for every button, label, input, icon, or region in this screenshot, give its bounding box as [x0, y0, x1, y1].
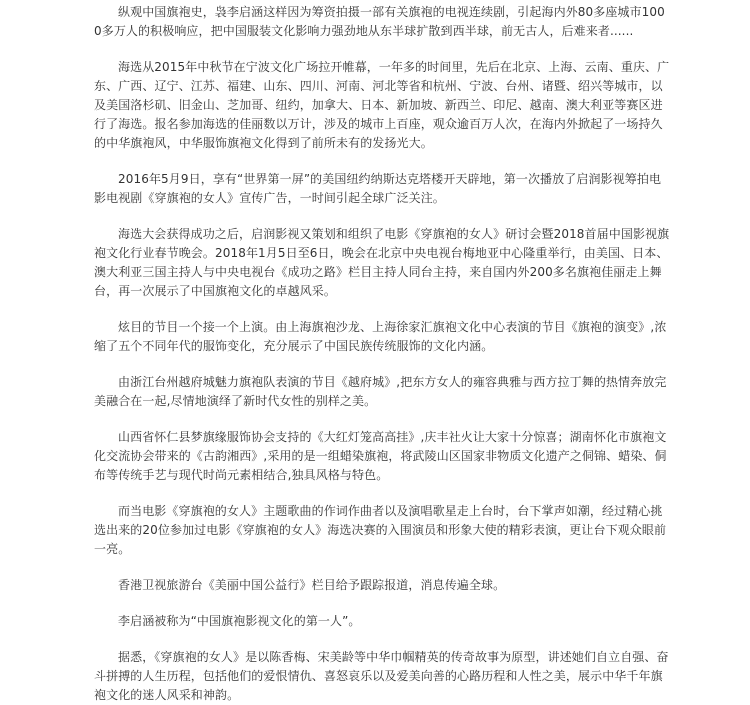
article-paragraph: 纵观中国旗袍史，袅李启涵这样因为筹资拍摄一部有关旗袍的电视连续剧，引起海内外80多座城市1000多万人的积极响应，把中国服装文化影响力强劲地从东半球扩散到西半球，前无古人，后难来者...... — [94, 5, 665, 38]
article-paragraph: 据悉，《穿旗袍的女人》是以陈香梅、宋美龄等中华巾帼精英的传奇故事为原型，讲述她们自立自强、奋斗拼搏的人生历程，包括他们的爱恨情仇、喜怒哀乐以及爱美向善的心路历程和人性之美，展示中华千年旗袍文化的迷人风采和神韵。 — [94, 650, 669, 702]
article-paragraph: 炫目的节目一个接一个上演。由上海旗袍沙龙、上海徐家汇旗袍文化中心表演的节目《旗袍的演变》,浓缩了五个不同年代的服饰变化，充分展示了中国民族传统服饰的文化内涵。 — [94, 320, 667, 353]
article-paragraph: 而当电影《穿旗袍的女人》主题歌曲的作词作曲者以及演唱歌星走上台时，台下掌声如潮，经过精心挑选出来的20位参加过电影《穿旗袍的女人》海选决赛的入围演员和形象大使的精彩表演，更让台下观众眼前一亮。 — [94, 504, 667, 556]
article-paragraph: 李启涵被称为“中国旗袍影视文化的第一人”。 — [118, 614, 361, 628]
article-paragraph: 海选大会获得成功之后，启润影视又策划和组织了电影《穿旗袍的女人》研讨会暨2018首届中国影视旗袍文化行业春节晚会。2018年1月5日至6日，晚会在北京中央电视台梅地亚中心隆重举行，由美国、日本、澳大利亚三国主持人与中央电视台《成功之路》栏目主持人同台主持，来自国内外200多名旗袍佳丽走上舞台，再一次展示了中国旗袍文化的卓越风采。 — [94, 227, 670, 298]
article-paragraph: 海选从2015年中秋节在宁波文化广场拉开帷幕，一年多的时间里，先后在北京、上海、云南、重庆、广东、广西、辽宁、江苏、福建、山东、四川、河南、河北等省和杭州、宁波、台州、诸暨、绍兴等城市，以及美国洛杉矶、旧金山、芝加哥、纽约，加拿大、日本、新加坡、新西兰、印尼、越南、澳大利亚等赛区进行了海选。报名参加海选的佳丽数以万计，涉及的城市上百座，观众逾百万人次，在海内外掀起了一场持久的中华旗袍风，中华服饰旗袍文化得到了前所未有的发扬光大。 — [94, 60, 670, 150]
article-paragraph: 2016年5月9日，享有“世界第一屏”的美国纽约纳斯达克塔楼开天辟地，第一次播放了启润影视筹拍电影电视剧《穿旗袍的女人》宣传广告，一时间引起全球广泛关注。 — [94, 172, 662, 205]
article-paragraph: 山西省怀仁县梦旗缘服饰协会支持的《大红灯笼高高挂》,庆丰社火让大家十分惊喜；湖南怀化市旗袍文化交流协会带来的《古韵湘西》,采用的是一组蜡染旗袍，将武陵山区国家非物质文化遗产之侗锦、蜡染、侗布等传统手艺与现代时尚元素相结合,独具风格与特色。 — [94, 430, 667, 482]
article-paragraph: 香港卫视旅游台《美丽中国公益行》栏目给予跟踪报道，消息传遍全球。 — [118, 578, 506, 592]
article-paragraph: 由浙江台州越府城魅力旗袍队表演的节目《越府城》,把东方女人的雍容典雅与西方拉丁舞的热情奔放完美融合在一起,尽情地演绎了新时代女性的别样之美。 — [94, 375, 667, 408]
